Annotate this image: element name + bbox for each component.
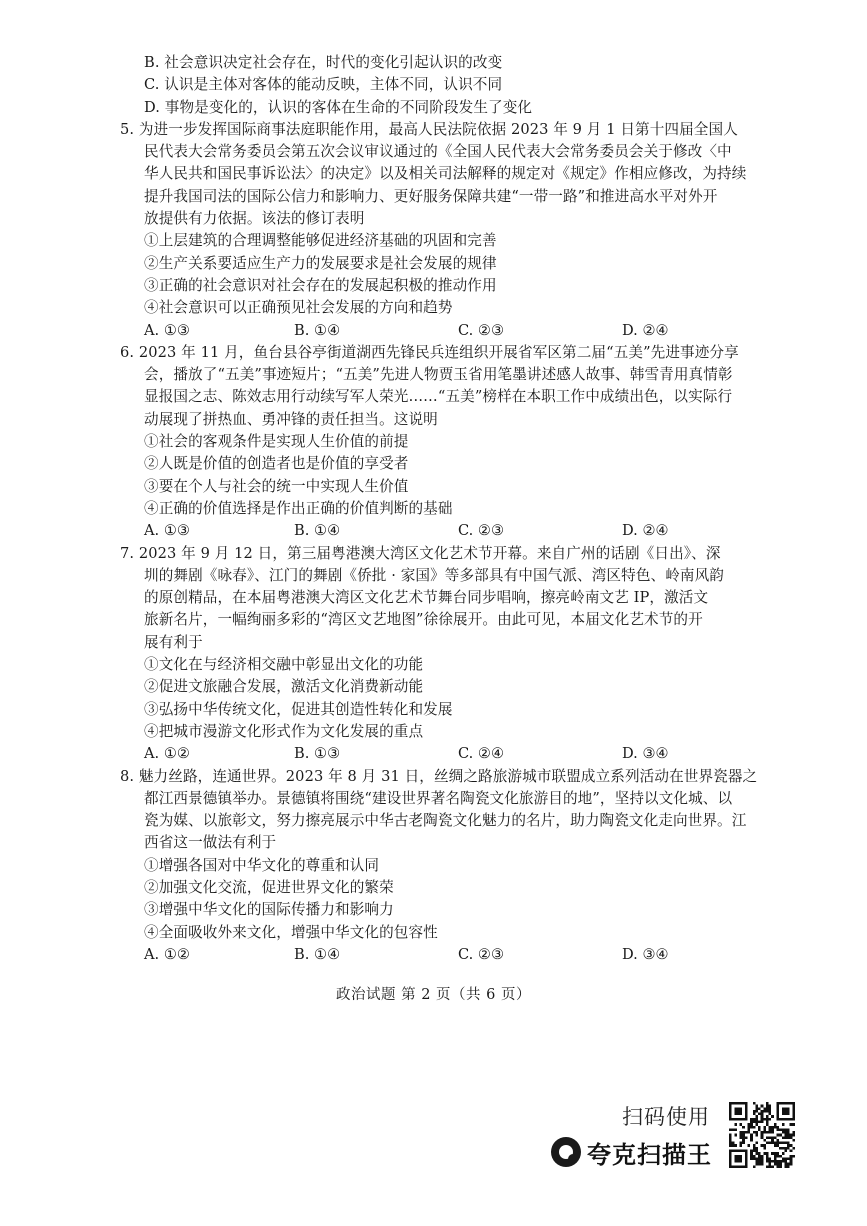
statement: ①文化在与经济相交融中彰显出文化的功能 [144, 656, 424, 674]
option-line: C. 认识是主体对客体的能动反映，主体不同，认识不同 [144, 76, 503, 94]
question-text-line: 显报国之志、陈效志用行动续写军人荣光……“五美”榜样在本职工作中成绩出色，以实际行 [144, 388, 733, 406]
choice-c: C. ②③ [458, 321, 505, 339]
question-text-line: 会，播放了“五美”事迹短片；“五美”先进人物贾玉省用笔墨讲述感人故事、韩雪青用真情彰 [144, 366, 733, 384]
answer-choices [120, 743, 810, 765]
question-text-line: 的原创精品，在本届粤港澳大湾区文化艺术节舞台同步唱响，擦亮岭南文艺 IP，激活文 [144, 589, 709, 607]
question-text-line: 西省这一做法有利于 [144, 834, 277, 852]
qr-code-icon[interactable] [729, 1102, 795, 1168]
question-text-line: 提升我国司法的国际公信力和影响力、更好服务保障共建“一带一路”和推进高水平对外开 [144, 187, 718, 205]
statement: ②促进文旅融合发展，激活文化消费新动能 [144, 678, 424, 696]
choice-b: B. ①④ [294, 522, 341, 540]
question-text-line: 华人民共和国民事诉讼法〉的决定》以及相关司法解释的规定对《规定》作相应修改，为持续 [144, 165, 747, 183]
choice-a: A. ①③ [144, 522, 190, 540]
statement: ①增强各国对中华文化的尊重和认同 [144, 856, 380, 874]
option-line: B. 社会意识决定社会存在，时代的变化引起认识的改变 [144, 54, 503, 71]
question-text-line: 放提供有力依据。该法的修订表明 [144, 210, 365, 228]
statement: ①社会的客观条件是实现人生价值的前提 [144, 433, 409, 451]
statement: ②人既是价值的创造者也是价值的享受者 [144, 455, 409, 473]
option-line: D. 事物是变化的，认识的客体在生命的不同阶段发生了变化 [144, 98, 533, 116]
question-8 [120, 766, 810, 967]
question-text-line: 7. 2023 年 9 月 12 日，第三届粤港澳大湾区文化艺术节开幕。来自广州的话剧《日出》、深 [120, 544, 721, 562]
choice-a: A. ①② [144, 745, 190, 763]
statement: ①上层建筑的合理调整能够促进经济基础的巩固和完善 [144, 232, 497, 250]
statement: ④把城市漫游文化形式作为文化发展的重点 [144, 722, 424, 740]
question-text-line: 民代表大会常务委员会第五次会议审议通过的《全国人民代表大会常务委员会关于修改〈中 [144, 143, 732, 161]
statement: ②加强文化交流，促进世界文化的繁荣 [144, 878, 394, 896]
choice-b: B. ①③ [294, 745, 341, 763]
statement: ③正确的社会意识对社会存在的发展起积极的推动作用 [144, 276, 497, 294]
statement: ④社会意识可以正确预见社会发展的方向和趋势 [144, 299, 453, 317]
choice-a: A. ①② [144, 945, 190, 963]
statement: ④正确的价值选择是作出正确的价值判断的基础 [144, 499, 453, 517]
answer-choices [120, 320, 810, 342]
choice-c: C. ②③ [458, 945, 505, 963]
question-text-line: 5. 为进一步发挥国际商事法庭职能作用，最高人民法院依据 2023 年 9 月 1 日第十四届全国人 [120, 120, 738, 138]
question-text-line: 瓷为媒、以旅彰文，努力擦亮展示中华古老陶瓷文化魅力的名片，助力陶瓷文化走向世界。江 [144, 812, 747, 830]
choice-a: A. ①③ [144, 321, 190, 339]
choice-d: D. ②④ [622, 522, 669, 540]
choice-d: D. ②④ [622, 321, 669, 339]
statement: ③要在个人与社会的统一中实现人生价值 [144, 477, 409, 495]
scanner-logo-icon [551, 1137, 581, 1167]
answer-choices [120, 520, 810, 542]
statement: ②生产关系要适应生产力的发展要求是社会发展的规律 [144, 254, 497, 272]
choice-c: C. ②④ [458, 745, 505, 763]
question-text-line: 圳的舞剧《咏春》、江门的舞剧《侨批 · 家国》等多部具有中国气派、湾区特色、岭南风韵 [144, 566, 724, 584]
page-footer: 政治试题 第 2 页（共 6 页） [336, 987, 531, 1003]
choice-b: B. ①④ [294, 945, 341, 963]
question-text-line: 8. 魅力丝路，连通世界。2023 年 8 月 31 日，丝绸之路旅游城市联盟成立系列活动在世界瓷器之 [120, 767, 758, 785]
statement: ③弘扬中华传统文化，促进其创造性转化和发展 [144, 700, 453, 718]
previous-question-options [120, 52, 810, 119]
question-text-line: 6. 2023 年 11 月，鱼台县谷亭街道湖西先锋民兵连组织开展省军区第二届“五美”先进事迹分享 [120, 343, 739, 361]
question-5 [120, 119, 810, 342]
question-text-line: 动展现了拼热血、勇冲锋的责任担当。这说明 [144, 410, 438, 428]
question-text-line: 展有利于 [144, 633, 203, 651]
answer-choices [120, 944, 810, 966]
scanner-brand-name: 夸克扫描王 [587, 1140, 712, 1169]
choice-b: B. ①④ [294, 321, 341, 339]
scanner-brand[interactable] [551, 1135, 712, 1169]
scan-label: 扫码使用 [622, 1105, 710, 1129]
exam-content [120, 52, 810, 966]
question-6 [120, 342, 810, 543]
statement: ③增强中华文化的国际传播力和影响力 [144, 901, 394, 919]
question-7 [120, 543, 810, 766]
statement: ④全面吸收外来文化，增强中华文化的包容性 [144, 923, 438, 941]
choice-d: D. ③④ [622, 945, 669, 963]
question-text-line: 都江西景德镇举办。景德镇将围绕“建设世界著名陶瓷文化旅游目的地”，坚持以文化城、以 [144, 789, 733, 807]
choice-c: C. ②③ [458, 522, 505, 540]
question-text-line: 旅新名片，一幅绚丽多彩的“湾区文艺地图”徐徐展开。由此可见，本届文化艺术节的开 [144, 611, 703, 629]
choice-d: D. ③④ [622, 745, 669, 763]
